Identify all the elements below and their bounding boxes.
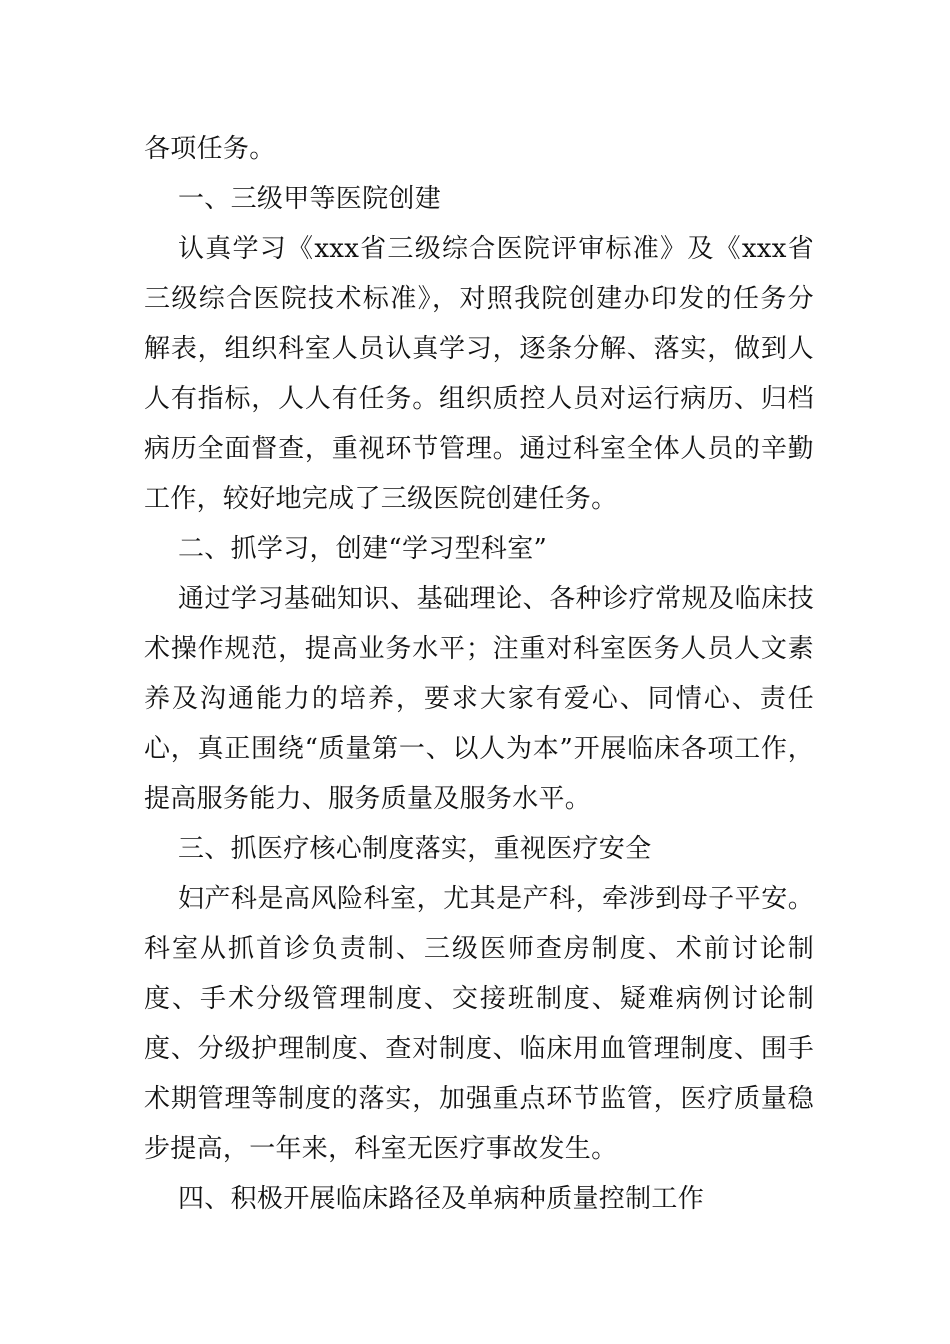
section-paragraph-1: 认真学习《xxx省三级综合医院评审标准》及《xxx省三级综合医院技术标准》，对照我院创建办印发的任务分解表，组织科室人员认真学习，逐条分解、落实，做到人人有指标，人人有任务。组织质控人员对运行病历、归档病历全面督查，重视环节管理。通过科室全体人员的辛勤工作，较好地完成了三级医院创建任务。 [144, 234, 814, 514]
section-heading-3: 三、抓医疗核心制度落实，重视医疗安全 [178, 834, 652, 864]
section-heading-2: 二、抓学习，创建“学习型科室” [178, 534, 548, 564]
section-paragraph-2: 通过学习基础知识、基础理论、各种诊疗常规及临床技术操作规范，提高业务水平；注重对科室医务人员人文素养及沟通能力的培养，要求大家有爱心、同情心、责任心，真正围绕“质量第一、以人为本”开展临床各项工作，提高服务能力、服务质量及服务水平。 [144, 584, 814, 814]
section-paragraph-3: 妇产科是高风险科室，尤其是产科，牵涉到母子平安。科室从抓首诊负责制、三级医师查房制度、术前讨论制度、手术分级管理制度、交接班制度、疑难病例讨论制度、分级护理制度、查对制度、临床用血管理制度、围手术期管理等制度的落实，加强重点环节监管，医疗质量稳步提高，一年来，科室无医疗事故发生。 [144, 884, 814, 1164]
document-body [144, 124, 814, 1224]
section-heading-4: 四、积极开展临床路径及单病种质量控制工作 [178, 1184, 705, 1214]
continuation-text: 各项任务。 [144, 134, 276, 164]
section-heading-1: 一、三级甲等医院创建 [178, 184, 442, 214]
